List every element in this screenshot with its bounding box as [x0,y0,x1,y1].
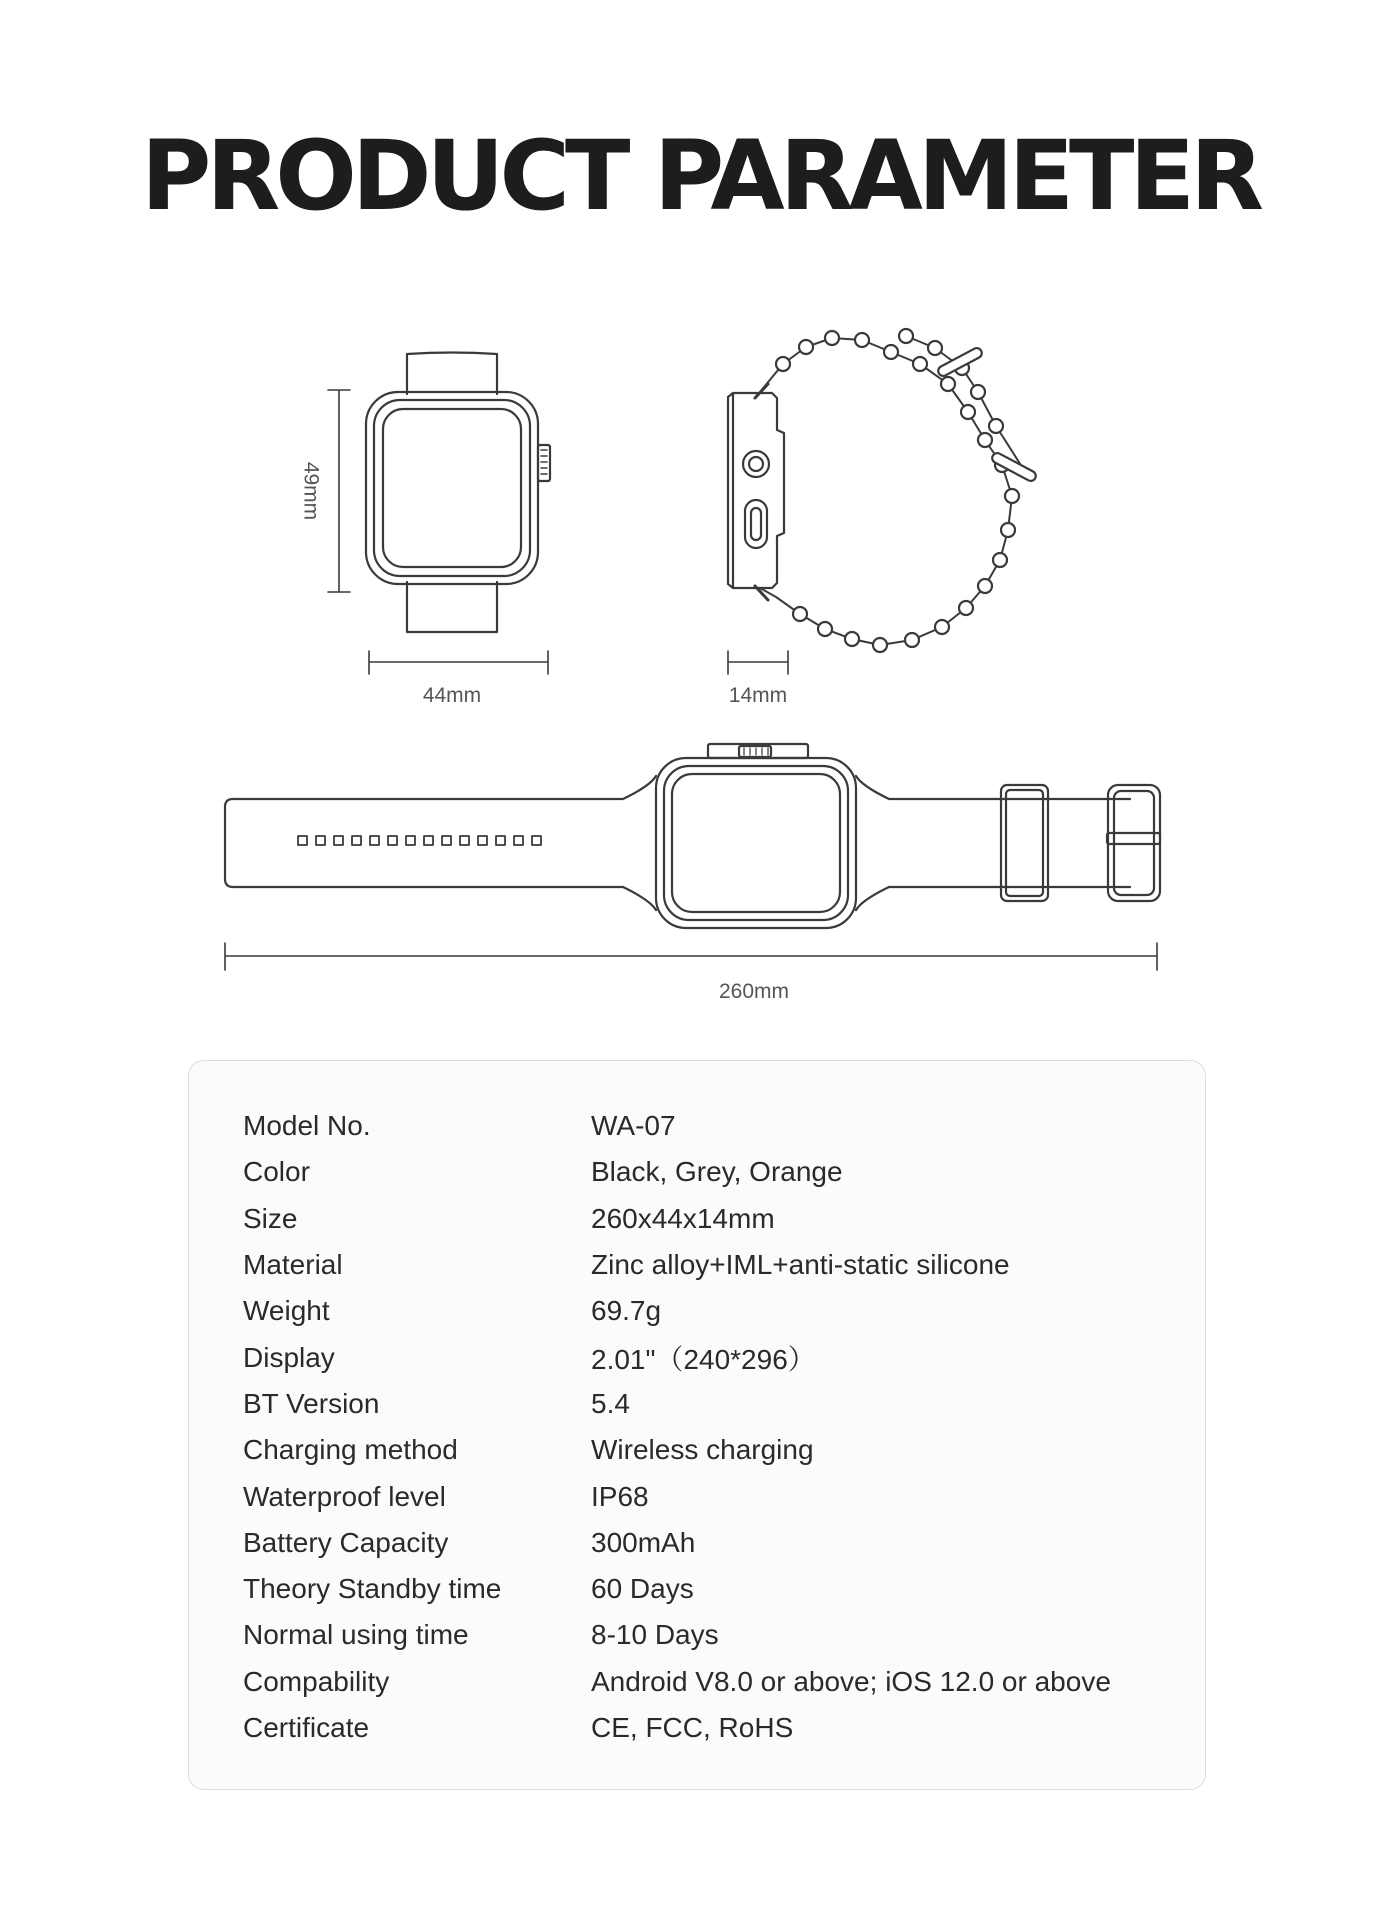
spec-label: Waterproof level [243,1480,446,1512]
length-dimension-label: 260mm [718,980,790,1003]
spec-value: Zinc alloy+IML+anti-static silicone [591,1249,1010,1281]
spec-value: 5.4 [591,1387,630,1419]
spec-row [243,1612,1163,1658]
spec-label: Charging method [243,1434,458,1466]
spec-table-panel [188,1060,1206,1790]
spec-label: Size [243,1202,298,1234]
spec-label: Certificate [243,1712,370,1743]
spec-label: Theory Standby time [243,1573,502,1605]
spec-row [243,1427,1163,1473]
watch-side-view [728,329,1038,674]
spec-row [243,1381,1163,1427]
spec-value: CE, FCC, RoHS [591,1712,794,1743]
spec-label: Material [243,1249,343,1281]
watch-front-view [328,353,550,675]
spec-row [243,1705,1163,1751]
spec-value: 8-10 Days [591,1619,719,1651]
spec-row [243,1288,1163,1334]
strap-holes [298,836,541,845]
spec-row [243,1149,1163,1195]
spec-row [243,1196,1163,1242]
spec-value: 60 Days [591,1573,694,1605]
spec-row [243,1103,1163,1149]
spec-value: 260x44x14mm [591,1202,775,1234]
width-dimension-label: 44mm [422,684,482,707]
page-title: PRODUCT PARAMETER [140,120,1260,232]
spec-label: Normal using time [243,1619,469,1651]
spec-label: Color [243,1156,310,1188]
spec-row [243,1566,1163,1612]
spec-label: Display [243,1341,335,1373]
spec-value: WA-07 [591,1110,676,1142]
spec-row [243,1520,1163,1566]
spec-value: Wireless charging [591,1434,814,1466]
spec-value: 2.01"（240*296） [591,1343,816,1375]
spec-value: 69.7g [591,1295,662,1327]
spec-row [243,1334,1163,1380]
spec-row [243,1242,1163,1288]
spec-row [243,1473,1163,1519]
spec-value: Android V8.0 or above; iOS 12.0 or above [591,1665,1111,1697]
spec-label: Weight [243,1295,330,1327]
spec-value: Black, Grey, Orange [591,1156,843,1188]
spec-value: 300mAh [591,1526,696,1558]
spec-row [243,1659,1163,1705]
height-dimension-label: 49mm [299,461,323,521]
spec-label: Battery Capacity [243,1526,449,1558]
spec-value: IP68 [591,1480,649,1512]
spec-label: Compability [243,1665,390,1697]
thickness-dimension-label: 14mm [728,684,788,707]
spec-label: Model No. [243,1110,371,1142]
spec-label: BT Version [243,1387,380,1419]
watch-flat-view [225,744,1160,970]
spec-table [243,1103,1163,1751]
